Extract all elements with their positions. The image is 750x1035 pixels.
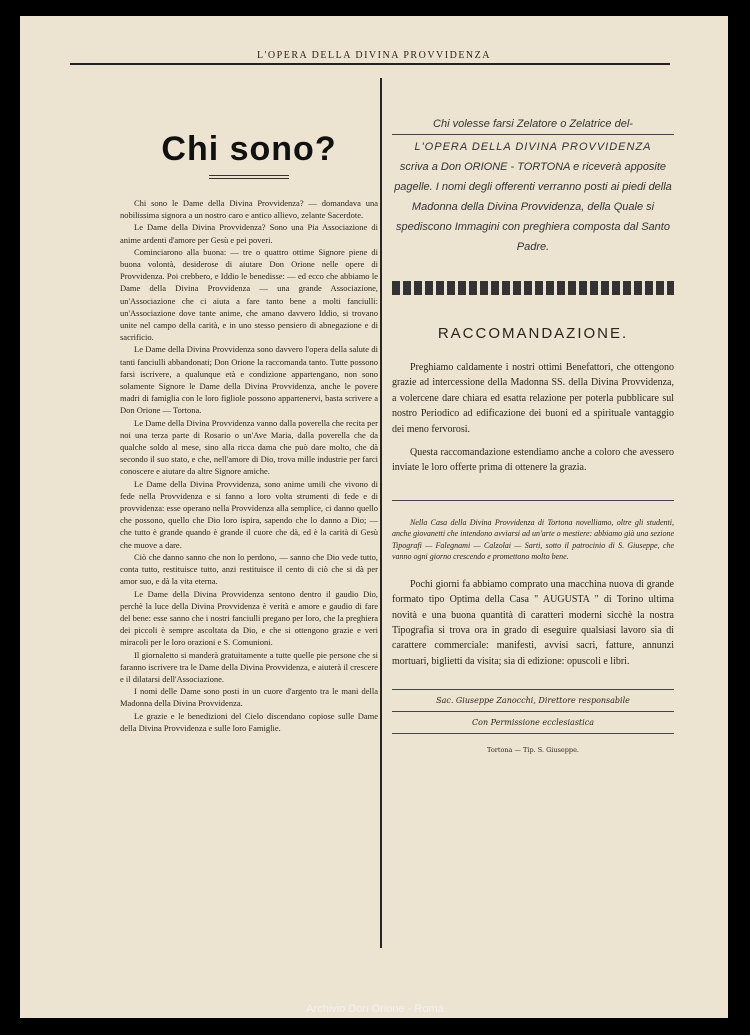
article-paragraph: Il giornaletto si manderà gratuitamente a tutte quelle pie persone che si faranno iscrivere tra le Dame della Divina Provvidenza, e aiuterà il crescere e il dilatarsi dell'Associazione.	[120, 649, 378, 684]
article-paragraph: Chi sono le Dame della Divina Provvidenza? — domandava una nobilissima signora a un nostro caro e antico allievo, zelante Sacerdote.	[120, 198, 378, 221]
raccomandazione-title: RACCOMANDAZIONE.	[437, 325, 629, 342]
intro-line: Chi volesse farsi Zelatore o Zelatrice del-	[433, 118, 633, 130]
article-paragraph: Le grazie e le benedizioni del Cielo discendano copiose sulle Dame della Divina Provvidenza e sulle loro Famiglie.	[120, 710, 378, 733]
article-paragraph: I nomi delle Dame sono posti in un cuore d'argento tra le mani della Madonna della Divina Provvidenza.	[120, 686, 378, 709]
article-body	[120, 197, 378, 734]
article-paragraph: Le Dame della Divina Provvidenza sono davvero l'opera della salute di tanti fanciulli abbandonati; Don Orione la raccomanda tanto. Tutte possono farsi iscrivere, a qualunque età e condizione appartengano, non sono solamente Signore le Dame della Divina Provvidenza, anche le povere madri di famiglia con le loro figliole possono appartenervi, basta scrivere a Don Orione — Tortona.	[120, 344, 378, 416]
article-paragraph: Le Dame della Divina Provvidenza? Sono una Pia Associazione di anime ardenti d'amore per Gesù e pei poveri.	[120, 222, 378, 245]
right-column	[392, 114, 674, 754]
article-paragraph: Le Dame della Divina Provvidenza, sono anime umili che vivono di fede nella Provvidenza e si fanno a loro volta strumenti di fede e di provvidenza: esse operano nella Provvidenza alla semplice, ci danno quello che possono, quello che Dio loro ispira, sapendo che lo danno a Dio; — che tutto è grande quando è grande il cuore che dà, ed è la carità di Gesù che muove a dare.	[120, 478, 378, 550]
article-paragraph: Cominciarono alla buona: — tre o quattro ottime Signore piene di buona volontà, desiderose di aiutare Don Orione nelle opere di Provvidenza. Poi crebbero, e Iddio le benedisse: — ed ecco che abbiamo le Dame della Divina Provvidenza — una grande Associazione, un'Associazione che ci aiuta a fare tanto bene a molti fanciulli: un'Associazione dove tante anime, che amano davvero Iddio, si trovano unite nel campo della carità, e in uno stesso pensiero di abnegazione e di sacrificio.	[120, 246, 378, 343]
column-divider	[380, 78, 382, 948]
typographer: Tortona — Tip. S. Giuseppe.	[486, 746, 579, 755]
ornament-divider	[392, 281, 674, 295]
header-rule	[70, 63, 670, 65]
newspaper-page	[20, 16, 728, 1018]
article-paragraph: Le Dame della Divina Provvidenza sentono dentro il gaudio Dio, perchè la luce della Divina Provvidenza è verità e amore e gaudio di fare del bene: esse sanno che i nostri fanciulli pregano per loro, che la preghiera dei piccoli è sempre ascoltata da Dio, e che si ottengono grazie e veri miracoli per le loro orazioni e S. Comunioni.	[120, 588, 378, 648]
intro-opera: L'OPERA DELLA DIVINA PROVVIDENZA	[392, 134, 674, 157]
left-column	[120, 114, 378, 734]
intro-body: scriva a Don ORIONE - TORTONA e riceverà apposite pagelle. I nomi degli offerenti verranno posti ai piedi della Madonna della Divina Provvidenza, della Quale si spediscono Immagini con preghiera composta dal Santo Padre.	[394, 161, 672, 253]
section-rule	[392, 500, 674, 501]
article-title: Chi sono?	[161, 130, 337, 168]
title-ornament	[209, 175, 289, 179]
casa-note: Nella Casa della Divina Provvidenza di Tortona novelliamo, oltre gli studenti, anche giovanetti che intendono avviarsi ad un'arte o mestiere: abbiamo già una sezione Tipografi — Falegnami — Calzolai — Sarti, sotto il patrocinio di S. Giuseppe, che vanno ogni giorno crescendo e promettono molto bene.	[392, 517, 674, 562]
zelatori-notice	[392, 114, 674, 257]
macchina-paragraph: Pochi giorni fa abbiamo comprato una macchina nuova di grande formato tipo Optima della Casa " AUGUSTA " di Torino ultima novità e una buona quantità di caratteri moderni sicchè la nostra Tipografia si trova ora in grado di eseguire qualsiasi lavoro sia di carattere commerciale: manifesti, avvisi sacri, fatture, annunzi mortuari, biglietti da visita; sia di edizione: opuscoli e libri.	[392, 578, 674, 667]
article-paragraph: Le Dame della Divina Provvidenza vanno dalla poverella che recita per noi una terza parte di Rosario o un'Ave Maria, dalla poverella che da qualche soldo al mese, sino alla ricca dama che può dare molto, che dà secondo il suo stato, e che, nell'amore di Dio, trova mille industrie per farci conoscere e aiutare da altre Signore amiche.	[120, 417, 378, 477]
archive-caption: Archivio Don Orione - Roma	[306, 1003, 444, 1015]
running-head: L'OPERA DELLA DIVINA PROVVIDENZA	[257, 50, 491, 61]
editor-signature: Sac. Giuseppe Zanocchi, Direttore responsabile	[392, 689, 674, 712]
imprimatur: Con Permissione ecclesiastica	[392, 712, 674, 734]
article-paragraph: Ciò che danno sanno che non lo perdono, — sanno che Dio vede tutto, conta tutto, restituisce tutto, anzi restituisce il cento di ciò che si dà per amor suo, e dà la vita eterna.	[120, 551, 378, 587]
raccomandazione-p1: Preghiamo caldamente i nostri ottimi Benefattori, che ottengono grazie ad intercessione della Madonna SS. della Divina Provvidenza, a volercene dare chiara ed esatta relazione per poterla pubblicare sul nostro Periodico ad edificazione dei buoni ed a spirituale vantaggio dei meno fervorosi.	[392, 362, 674, 435]
raccomandazione-p2: Questa raccomandazione estendiamo anche a coloro che avessero inviate le loro offerte prima di ottenere la grazia.	[392, 447, 674, 474]
